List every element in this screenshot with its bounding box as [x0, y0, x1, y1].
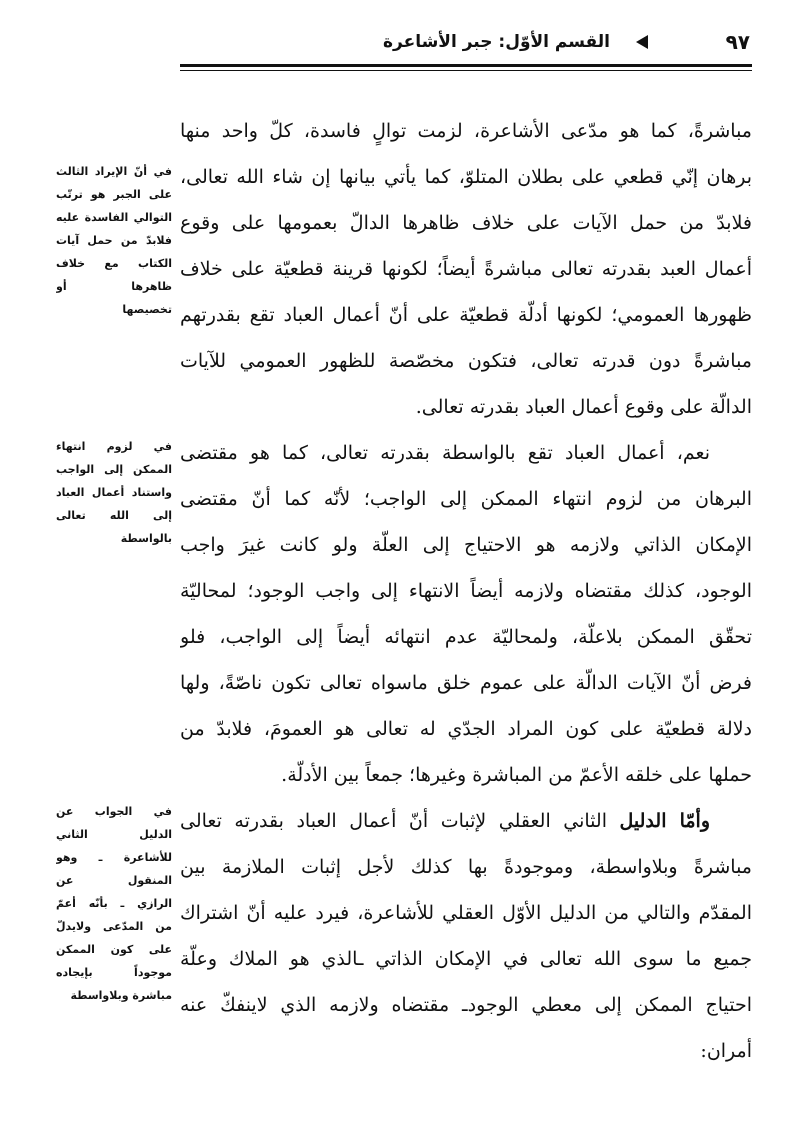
note-line: المنقول عن [56, 874, 172, 887]
note-line: الممكن إلى الواجب [56, 463, 172, 476]
text-line: مباشرةً دون قدرته تعالى، فتكون مخصّصة للظهور العمومي للآيات [180, 350, 752, 372]
note-line: فلابدّ من حمل آيات [56, 234, 172, 247]
note-line: مباشرة وبلاواسطة [70, 989, 172, 1002]
note-line: إلى الله تعالى [56, 509, 172, 522]
margin-note-1 [56, 160, 172, 321]
text-line: الإمكان الذاتي ولازمه هو الاحتياج إلى العلّة ولو كانت غيرَ واجب [180, 534, 752, 556]
margin-note-3 [56, 800, 172, 1007]
note-line: في أنّ الإيراد الثالث [56, 165, 172, 178]
text-line: حملها على خلقه الأعمّ من المباشرة وغيرها؛ جمعاً بين الأدلّة. [281, 764, 752, 786]
text-line [180, 798, 752, 844]
text-line: تحقّق الممكن بلاعلّة، ولمحاليّة عدم انتهائه أيضاً إلى الواجب، فلو [180, 626, 752, 648]
note-line: تخصيصها [122, 303, 172, 316]
text-line: دلالة قطعيّة على كون المراد الجدّي له تعالى هو العمومَ، فلابدّ من [180, 718, 752, 740]
note-line: على الجبر هو ترتّب [56, 188, 172, 201]
page-header-title: القسم الأوّل: جبر الأشاعرة [382, 32, 610, 52]
note-line: الرازي ـ بأنّه أعمّ [56, 897, 172, 910]
page-number: ٩٧ [725, 30, 750, 54]
text-line: الوجود، كذلك مقتضاه ولازمه أيضاً الانتهاء إلى واجب الوجود؛ لمحاليّة [180, 580, 752, 602]
note-line: واستناد أعمال العباد [56, 486, 172, 499]
note-line: للأشاعرة ـ وهو [56, 851, 172, 864]
paragraph-2 [180, 430, 752, 798]
text-line: فلابدّ من حمل الآيات على خلاف ظاهرها الدالّ بعمومها على وقوع [180, 212, 752, 234]
header-rule-thick [180, 64, 752, 67]
header-rule-thin [180, 70, 752, 71]
text-line: نعم، أعمال العباد تقع بالواسطة بقدرته تعالى، كما هو مقتضى [180, 442, 710, 464]
text-line: المقدّم والتالي من الدليل الأوّل العقلي للأشاعرة، فيرد عليه أنّ اشتراك [180, 902, 752, 924]
paragraph-3 [180, 798, 752, 1074]
text-line: أمران: [700, 1040, 752, 1062]
text-line: أعمال العبد بقدرته تعالى مباشرةً أيضاً؛ لكونها قرينة قطعيّة على خلاف [180, 258, 752, 280]
note-line: في لزوم انتهاء [56, 440, 172, 453]
note-line: الدليل الثاني [56, 828, 172, 841]
note-line: موجوداً بإيجاده [56, 966, 172, 979]
text-line: ظهورها العمومي؛ لكونها أدلّة قطعيّة على أنّ أعمال العباد تقع بقدرتهم [180, 304, 752, 326]
triangle-left-icon [636, 35, 648, 49]
text-line: الدالّة على وقوع أعمال العباد بقدرته تعالى. [415, 396, 752, 418]
paragraph-1 [180, 108, 752, 430]
bold-lead: وأمّا الدليل [619, 810, 710, 832]
text-line: برهان إنّي قطعي على بطلان المتلوّ، كما يأتي بيانها إن شاء الله تعالى، [180, 166, 752, 188]
note-line: ظاهرها أو [56, 280, 172, 293]
text-line: جميع ما سوى الله تعالى في الإمكان الذاتي ـالذي هو الملاك وعلّة [180, 948, 752, 970]
text-line: احتياج الممكن إلى معطي الوجودـ مقتضاه ولازمه الذي لاينفكّ عنه [180, 994, 752, 1016]
note-line: في الجواب عن [56, 805, 172, 818]
text-line: مباشرةً، كما هو مدّعى الأشاعرة، لزمت توالٍ فاسدة، كلّ واحد منها [180, 120, 752, 142]
note-line: الكتاب مع خلاف [56, 257, 172, 270]
note-line: التوالي الفاسدة عليه [56, 211, 172, 224]
note-line: على كون الممكن [56, 943, 172, 956]
text-line-rest: الثاني العقلي لإثبات أنّ أعمال العباد بقدرته تعالى [180, 810, 620, 832]
note-line: بالواسطة [120, 532, 172, 545]
text-line: البرهان من لزوم انتهاء الممكن إلى الواجب؛ لأنّه كما أنّ مقتضى [180, 488, 752, 510]
note-line: من المدّعى ولايدلّ [56, 920, 172, 933]
text-line: مباشرةً وبلاواسطة، وموجودةً بها كذلك لأجل إثبات الملازمة بين [180, 856, 752, 878]
text-line: فرض أنّ الآيات الدالّة على عموم خلق ماسواه تعالى تكون ناصّةً، ولها [180, 672, 752, 694]
main-text [180, 108, 752, 1074]
margin-note-2 [56, 435, 172, 550]
running-header [180, 28, 750, 62]
